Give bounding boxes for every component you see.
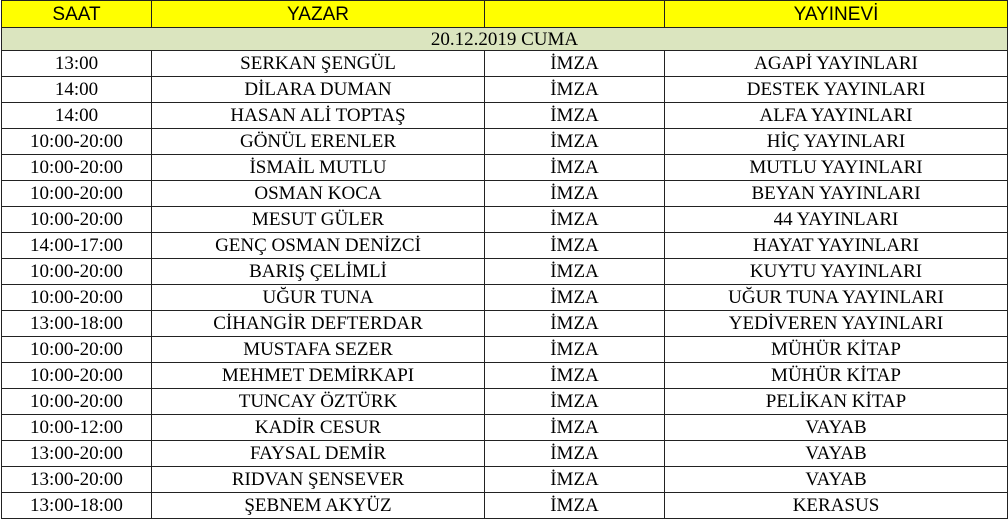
cell-saat[interactable]: 13:00 [2, 51, 152, 77]
cell-yazar[interactable]: UĞUR TUNA [152, 285, 485, 311]
cell-yayinevi[interactable]: HAYAT YAYINLARI [665, 233, 1008, 259]
cell-etkinlik[interactable]: İMZA [485, 415, 665, 441]
cell-yazar[interactable]: CİHANGİR DEFTERDAR [152, 311, 485, 337]
cell-saat[interactable]: 14:00-17:00 [2, 233, 152, 259]
table-row [2, 51, 1008, 77]
cell-yayinevi[interactable]: UĞUR TUNA YAYINLARI [665, 285, 1008, 311]
cell-yayinevi[interactable]: MÜHÜR KİTAP [665, 337, 1008, 363]
cell-yazar[interactable]: DİLARA DUMAN [152, 77, 485, 103]
cell-etkinlik[interactable]: İMZA [485, 129, 665, 155]
table-row [2, 493, 1008, 519]
cell-etkinlik[interactable]: İMZA [485, 77, 665, 103]
cell-etkinlik[interactable]: İMZA [485, 259, 665, 285]
header-yayinevi[interactable]: YAYINEVİ [665, 1, 1008, 28]
cell-saat[interactable]: 10:00-20:00 [2, 363, 152, 389]
cell-yazar[interactable]: MESUT GÜLER [152, 207, 485, 233]
cell-yazar[interactable]: ŞEBNEM AKYÜZ [152, 493, 485, 519]
header-etkinlik[interactable] [485, 1, 665, 28]
cell-etkinlik[interactable]: İMZA [485, 155, 665, 181]
cell-etkinlik[interactable]: İMZA [485, 467, 665, 493]
header-saat[interactable]: SAAT [2, 1, 152, 28]
cell-yayinevi[interactable]: MUTLU YAYINLARI [665, 155, 1008, 181]
cell-saat[interactable]: 14:00 [2, 77, 152, 103]
cell-yayinevi[interactable]: YEDİVEREN YAYINLARI [665, 311, 1008, 337]
table-row [2, 337, 1008, 363]
cell-yazar[interactable]: MUSTAFA SEZER [152, 337, 485, 363]
cell-yayinevi[interactable]: HİÇ YAYINLARI [665, 129, 1008, 155]
cell-yayinevi[interactable]: ALFA YAYINLARI [665, 103, 1008, 129]
cell-yayinevi[interactable]: VAYAB [665, 441, 1008, 467]
cell-yazar[interactable]: KADİR CESUR [152, 415, 485, 441]
cell-etkinlik[interactable]: İMZA [485, 441, 665, 467]
cell-yayinevi[interactable]: VAYAB [665, 415, 1008, 441]
table-row [2, 311, 1008, 337]
cell-saat[interactable]: 10:00-20:00 [2, 129, 152, 155]
cell-yazar[interactable]: TUNCAY ÖZTÜRK [152, 389, 485, 415]
table-row [2, 363, 1008, 389]
date-row [2, 28, 1008, 51]
cell-etkinlik[interactable]: İMZA [485, 337, 665, 363]
cell-yayinevi[interactable]: BEYAN YAYINLARI [665, 181, 1008, 207]
cell-yazar[interactable]: GÖNÜL ERENLER [152, 129, 485, 155]
cell-saat[interactable]: 10:00-20:00 [2, 181, 152, 207]
cell-etkinlik[interactable]: İMZA [485, 311, 665, 337]
table-row [2, 259, 1008, 285]
cell-yayinevi[interactable]: AGAPİ YAYINLARI [665, 51, 1008, 77]
cell-yazar[interactable]: BARIŞ ÇELİMLİ [152, 259, 485, 285]
table-row [2, 441, 1008, 467]
cell-yazar[interactable]: SERKAN ŞENGÜL [152, 51, 485, 77]
cell-yazar[interactable]: GENÇ OSMAN DENİZCİ [152, 233, 485, 259]
cell-etkinlik[interactable]: İMZA [485, 103, 665, 129]
table-row [2, 285, 1008, 311]
cell-etkinlik[interactable]: İMZA [485, 207, 665, 233]
cell-yayinevi[interactable]: MÜHÜR KİTAP [665, 363, 1008, 389]
cell-saat[interactable]: 10:00-20:00 [2, 337, 152, 363]
header-row [2, 1, 1008, 28]
table-row [2, 77, 1008, 103]
cell-yazar[interactable]: MEHMET DEMİRKAPI [152, 363, 485, 389]
cell-yayinevi[interactable]: PELİKAN KİTAP [665, 389, 1008, 415]
cell-etkinlik[interactable]: İMZA [485, 233, 665, 259]
cell-yazar[interactable]: HASAN ALİ TOPTAŞ [152, 103, 485, 129]
cell-yayinevi[interactable]: VAYAB [665, 467, 1008, 493]
cell-saat[interactable]: 13:00-20:00 [2, 441, 152, 467]
cell-etkinlik[interactable]: İMZA [485, 181, 665, 207]
date-label[interactable]: 20.12.2019 CUMA [2, 28, 1008, 51]
cell-yazar[interactable]: İSMAİL MUTLU [152, 155, 485, 181]
cell-saat[interactable]: 10:00-20:00 [2, 389, 152, 415]
cell-saat[interactable]: 10:00-20:00 [2, 259, 152, 285]
cell-yazar[interactable]: OSMAN KOCA [152, 181, 485, 207]
cell-yayinevi[interactable]: 44 YAYINLARI [665, 207, 1008, 233]
table-row [2, 181, 1008, 207]
table-row [2, 467, 1008, 493]
cell-yayinevi[interactable]: KERASUS [665, 493, 1008, 519]
table-row [2, 389, 1008, 415]
cell-saat[interactable]: 10:00-12:00 [2, 415, 152, 441]
cell-saat[interactable]: 13:00-20:00 [2, 467, 152, 493]
cell-etkinlik[interactable]: İMZA [485, 389, 665, 415]
cell-saat[interactable]: 10:00-20:00 [2, 155, 152, 181]
cell-saat[interactable]: 10:00-20:00 [2, 207, 152, 233]
cell-saat[interactable]: 10:00-20:00 [2, 285, 152, 311]
cell-etkinlik[interactable]: İMZA [485, 493, 665, 519]
table-row [2, 233, 1008, 259]
cell-yayinevi[interactable]: DESTEK YAYINLARI [665, 77, 1008, 103]
table-row [2, 207, 1008, 233]
table-row [2, 415, 1008, 441]
schedule-table [1, 0, 1008, 519]
table-row [2, 103, 1008, 129]
cell-etkinlik[interactable]: İMZA [485, 363, 665, 389]
table-row [2, 129, 1008, 155]
cell-saat[interactable]: 13:00-18:00 [2, 493, 152, 519]
cell-yayinevi[interactable]: KUYTU YAYINLARI [665, 259, 1008, 285]
cell-yazar[interactable]: RIDVAN ŞENSEVER [152, 467, 485, 493]
cell-etkinlik[interactable]: İMZA [485, 285, 665, 311]
cell-saat[interactable]: 14:00 [2, 103, 152, 129]
header-yazar[interactable]: YAZAR [152, 1, 485, 28]
cell-etkinlik[interactable]: İMZA [485, 51, 665, 77]
cell-saat[interactable]: 13:00-18:00 [2, 311, 152, 337]
cell-yazar[interactable]: FAYSAL DEMİR [152, 441, 485, 467]
table-row [2, 155, 1008, 181]
